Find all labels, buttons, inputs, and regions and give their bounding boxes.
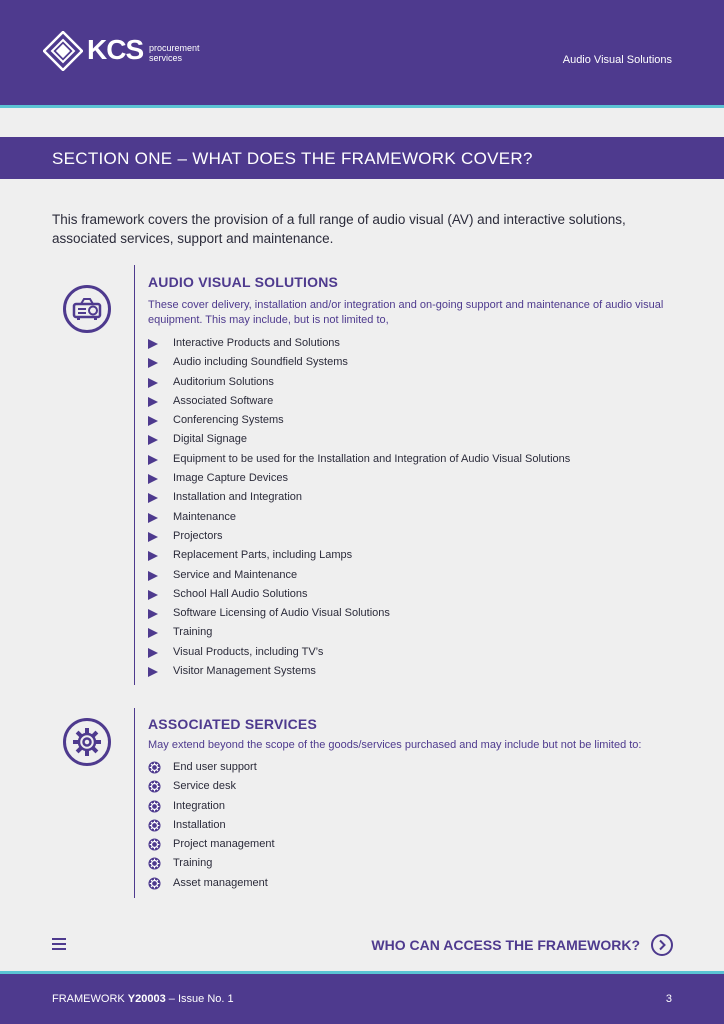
list-item-label: Installation <box>173 818 226 831</box>
list-item <box>148 527 570 546</box>
list-item-label: Training <box>173 857 213 870</box>
chevron-right-icon <box>653 936 671 954</box>
bullet-triangle-icon <box>148 532 158 542</box>
bullet-triangle-icon <box>148 648 158 658</box>
list-item-label: Service and Maintenance <box>173 568 298 581</box>
list-item-label: End user support <box>173 761 257 773</box>
list-item <box>148 604 570 623</box>
list-item-label: Image Capture Devices <box>173 472 288 485</box>
bullet-triangle-icon <box>148 435 158 445</box>
list-item-label: Project management <box>173 838 275 851</box>
list-item-label: Associated Software <box>173 394 274 407</box>
bullet-triangle-icon <box>148 551 158 561</box>
bullet-gear-icon <box>148 857 161 870</box>
list-item <box>148 623 570 642</box>
list-item <box>148 854 275 873</box>
list-item <box>148 758 275 777</box>
list-item <box>148 488 570 507</box>
list-item <box>148 373 570 392</box>
bullet-triangle-icon <box>148 358 158 368</box>
list-item <box>148 469 570 488</box>
bullet-triangle-icon <box>148 378 158 388</box>
av-divider-line <box>134 265 135 685</box>
framework-prefix: FRAMEWORK <box>52 993 125 1005</box>
list-item-label: Audio including Soundfield Systems <box>173 356 348 369</box>
bullet-triangle-icon <box>148 397 158 407</box>
list-item <box>148 430 570 449</box>
list-item-label: Equipment to be used for the Installation and Integration of Audio Visual Solutions <box>173 452 571 465</box>
bullet-triangle-icon <box>148 571 158 581</box>
bullet-triangle-icon <box>148 455 158 465</box>
document-title: Audio Visual Solutions <box>562 54 672 66</box>
list-item-label: Installation and Integration <box>173 491 303 504</box>
services-items-list <box>148 758 275 893</box>
bullet-gear-icon <box>148 838 161 851</box>
projector-icon <box>66 288 108 330</box>
services-heading: ASSOCIATED SERVICES <box>148 716 317 732</box>
issue-label: – Issue No. 1 <box>168 993 234 1005</box>
menu-icon[interactable] <box>52 938 66 950</box>
bullet-triangle-icon <box>148 667 158 677</box>
next-section-link[interactable]: WHO CAN ACCESS THE FRAMEWORK? <box>371 937 640 953</box>
list-item <box>148 874 275 893</box>
bullet-gear-icon <box>148 780 161 793</box>
bullet-triangle-icon <box>148 493 158 503</box>
logo-subtitle-line2: services <box>149 53 183 63</box>
list-item-label: Training <box>173 626 213 639</box>
bullet-gear-icon <box>148 800 161 813</box>
av-description: These cover delivery, installation and/or integration and on-going support and maintenance of audio visual equipment. This may include, but is not limited to, <box>148 299 664 326</box>
av-heading: AUDIO VISUAL SOLUTIONS <box>148 274 339 290</box>
list-item <box>148 777 275 796</box>
list-item <box>148 797 275 816</box>
list-item-label: Interactive Products and Solutions <box>173 337 340 349</box>
services-description: May extend beyond the scope of the goods/services purchased and may include but not be limited to: <box>148 739 642 751</box>
list-item <box>148 392 570 411</box>
list-item <box>148 450 570 469</box>
list-item-label: Integration <box>173 799 225 812</box>
services-divider-line <box>134 708 135 898</box>
bullet-gear-icon <box>148 819 161 832</box>
framework-code: Y20003 <box>127 993 166 1005</box>
list-item-label: Service desk <box>173 780 236 793</box>
logo-wordmark: KCS <box>87 34 144 65</box>
list-item-label: Projectors <box>173 529 223 542</box>
list-item <box>148 411 570 430</box>
list-item <box>148 546 570 565</box>
bullet-triangle-icon <box>148 339 158 349</box>
next-section-button[interactable] <box>651 934 673 956</box>
av-items-list <box>148 334 570 681</box>
bullet-triangle-icon <box>148 416 158 426</box>
list-item-label: Asset management <box>173 876 268 889</box>
section-title: SECTION ONE – WHAT DOES THE FRAMEWORK COVER? <box>52 149 533 168</box>
page-number: 3 <box>665 993 672 1005</box>
list-item <box>148 508 570 527</box>
list-item-label: Visitor Management Systems <box>173 665 316 678</box>
gear-icon <box>66 721 108 763</box>
list-item-label: Maintenance <box>173 510 236 523</box>
list-item <box>148 585 570 604</box>
bullet-triangle-icon <box>148 628 158 638</box>
intro-paragraph: This framework covers the provision of a full range of audio visual (AV) and interactive solutions, associated services, support and maintenance. <box>52 212 626 246</box>
bullet-triangle-icon <box>148 474 158 484</box>
list-item <box>148 835 275 854</box>
av-icon-circle <box>63 285 111 333</box>
list-item-label: Digital Signage <box>173 433 247 446</box>
list-item-label: School Hall Audio Solutions <box>173 587 308 600</box>
services-icon-circle <box>63 718 111 766</box>
bullet-triangle-icon <box>148 513 158 523</box>
list-item <box>148 662 570 681</box>
bullet-gear-icon <box>148 877 161 890</box>
bullet-triangle-icon <box>148 609 158 619</box>
kcs-logo-mark-icon <box>43 31 83 71</box>
framework-reference <box>52 993 234 1005</box>
list-item <box>148 566 570 585</box>
list-item-label: Auditorium Solutions <box>173 375 274 388</box>
list-item-label: Visual Products, including TV’s <box>173 645 324 658</box>
list-item-label: Software Licensing of Audio Visual Solutions <box>173 607 390 620</box>
list-item <box>148 353 570 372</box>
list-item <box>148 334 570 353</box>
header-accent-line <box>0 105 724 108</box>
logo-subtitle-line1: procurement <box>149 43 200 53</box>
list-item <box>148 816 275 835</box>
bullet-gear-icon <box>148 761 161 774</box>
bullet-triangle-icon <box>148 590 158 600</box>
list-item-label: Conferencing Systems <box>173 414 284 427</box>
list-item-label: Replacement Parts, including Lamps <box>173 549 353 562</box>
list-item <box>148 643 570 662</box>
